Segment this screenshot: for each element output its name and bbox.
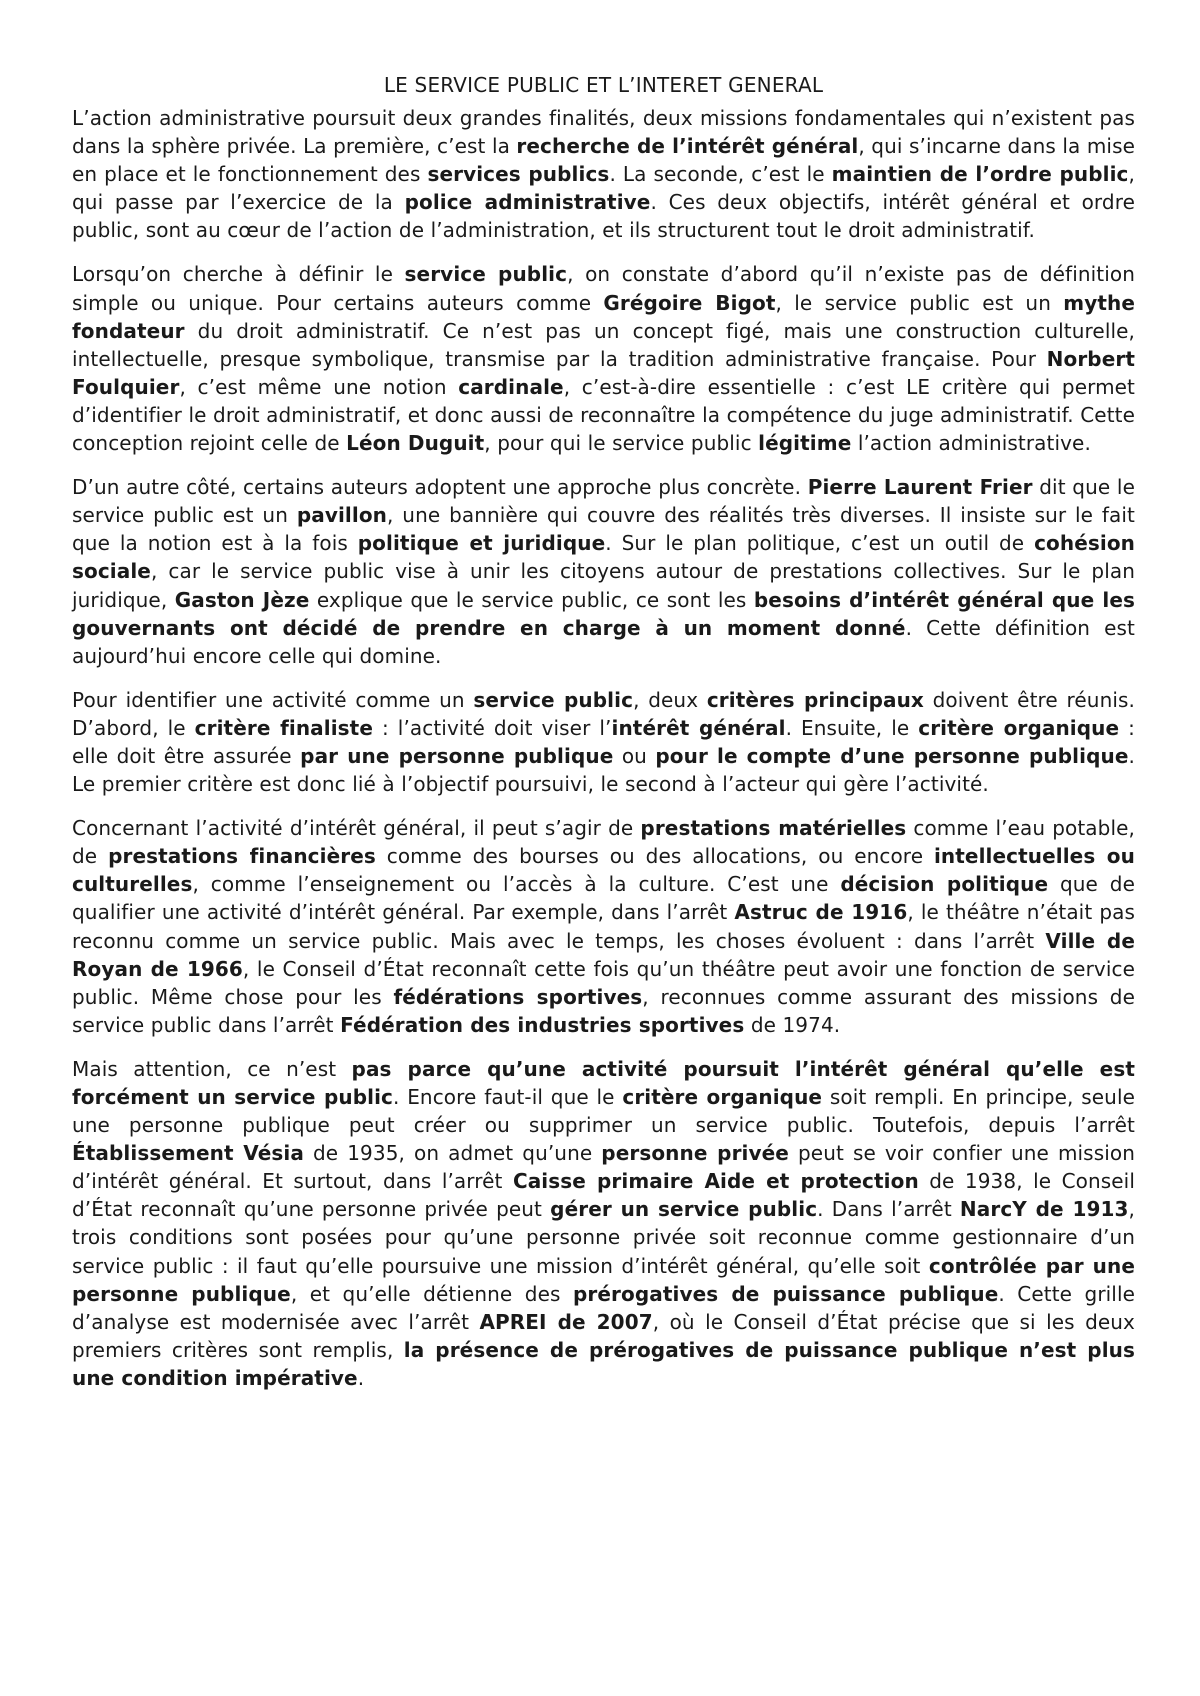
bold-text-run: prestations financières [108,844,376,869]
text-run: , reconnues comme assurant des missions de service public dans l’arrêt [72,984,1135,1037]
text-run: Mais attention, ce n’est [72,1056,352,1081]
bold-text-run: Caisse primaire Aide et protection [512,1169,919,1194]
text-run: , on constate d’abord qu’il n’existe pas de définition simple ou unique. Pour certains auteurs comme [72,262,1135,315]
text-run: soit rempli. En principe, seule une personne publique peut créer ou supprimer un service public. Toutefois, depuis l’arrêt [72,1085,1136,1138]
bold-text-run: services publics [427,162,610,187]
text-run: . Encore faut-il que le [392,1085,623,1109]
text-run: . Ces deux objectifs, intérêt général et ordre public, sont au cœur de l’action de l’administration, et ils structurent tout le droit administratif. [72,190,1135,243]
bold-text-run: Léon Duguit [346,431,485,456]
bold-text-run: intellectuelles ou culturelles [72,844,1135,897]
bold-text-run: pavillon [296,503,388,528]
paragraph [72,814,1135,1039]
text-run: dit que le service public est un [72,475,1135,528]
bold-text-run: Grégoire Bigot [603,290,776,315]
paragraph [72,473,1135,670]
text-run: : l’activité doit viser l’ [373,715,612,740]
text-run: . Ensuite, le [785,715,919,740]
text-run: L’action administrative poursuit deux grandes finalités, deux missions fondamentales qui n’existent pas dans la sphère privée. La première, c’est la [72,106,1135,159]
bold-text-run: Gaston Jèze [174,587,310,612]
bold-text-run: critère organique [622,1085,823,1109]
bold-text-run: par une personne publique [300,743,614,768]
text-run: Pour identifier une activité comme un [72,687,474,712]
bold-text-run: Ville de Royan de 1966 [72,928,1135,981]
text-run: , deux [633,687,707,712]
text-run: doivent être réunis. D’abord, le [72,687,1135,740]
bold-text-run: critères principaux [706,687,924,712]
text-run: , qui s’incarne dans la mise en place et le fonctionnement des [72,134,1136,187]
text-run: comme l’eau potable, de [72,816,1135,869]
bold-text-run: pas parce qu’une activité poursuit l’intérêt général qu’elle est forcément un service public [72,1056,1135,1109]
text-run: . Dans l’arrêt [817,1197,960,1222]
text-run: , trois conditions sont posées pour qu’une personne privée soit reconnue comme gestionnaire d’un service public : il faut qu’elle poursuive une mission d’intérêt général, qu’elle soit [72,1197,1135,1278]
text-run: . Sur le plan politique, c’est un outil de [605,531,1035,556]
text-run: , le théâtre n’était pas reconnu comme un service public. Mais avec le temps, les choses évoluent : dans l’arrêt [72,900,1135,953]
bold-text-run: critère organique [918,715,1120,740]
bold-text-run: prestations matérielles [640,816,907,841]
bold-text-run: Astruc de 1916 [734,900,908,925]
paragraph [72,1055,1135,1392]
document-title: LE SERVICE PUBLIC ET L’INTERET GENERAL [383,73,824,97]
bold-text-run: service public [404,262,568,287]
bold-text-run: maintien de l’ordre public [831,162,1129,187]
text-run: peut se voir confier une mission d’intérêt général. Et surtout, dans l’arrêt [72,1141,1135,1194]
bold-text-run: contrôlée par une personne publique [72,1253,1136,1306]
bold-text-run: Fédération des industries sportives [340,1012,745,1037]
bold-text-run: cohésion sociale [72,531,1135,584]
text-run: Lorsqu’on cherche à définir le [72,262,405,287]
text-run: , où le Conseil d’État précise que si les deux premiers critères sont remplis, [72,1309,1135,1362]
bold-text-run: politique et juridique [357,531,606,556]
text-run: , car le service public vise à unir les citoyens autour de prestations collectives. Sur le plan juridique, [72,559,1135,612]
bold-text-run: critère finaliste [194,715,374,740]
text-run: du droit administratif. Ce n’est pas un concept figé, mais une construction culturelle, intellectuelle, presque symbolique, transmise par la tradition administrative française. Pour [72,318,1135,371]
bold-text-run: mythe fondateur [72,290,1135,343]
bold-text-run: pour le compte d’une personne publique [655,743,1129,768]
bold-text-run: APREI de 2007 [479,1309,653,1334]
bold-text-run: personne privée [601,1141,789,1166]
bold-text-run: fédérations sportives [393,984,643,1009]
bold-text-run: la présence de prérogatives de puissance publique n’est plus une condition impérative [72,1337,1135,1390]
text-run: . [357,1365,365,1390]
bold-text-run: prérogatives de puissance publique [573,1281,999,1306]
text-run: , une bannière qui couvre des réalités très diverses. Il insiste sur le fait que la notion est à la fois [72,503,1135,556]
text-run: . La seconde, c’est le [609,162,832,187]
bold-text-run: cardinale [458,374,564,399]
bold-text-run: Pierre Laurent Frier [807,475,1033,500]
text-run: , pour qui le service public [484,431,759,456]
bold-text-run: recherche de l’intérêt général [516,134,859,159]
bold-text-run: Norbert Foulquier [72,346,1135,399]
text-run: , c’est-à-dire essentielle : c’est LE critère qui permet d’identifier le droit administratif, et donc aussi de reconnaître la compétence du juge administratif. Cette conception rejoint celle de [72,374,1136,456]
text-run: . Cette définition est aujourd’hui encore celle qui domine. [72,615,1135,668]
text-run: l’action administrative. [851,431,1091,456]
text-run: , qui passe par l’exercice de la [72,162,1135,215]
bold-text-run: police administrative [404,190,651,215]
text-run: explique que le service public, ce sont les [309,587,754,612]
bold-text-run: légitime [758,431,852,456]
text-run: ou [613,743,656,768]
bold-text-run: service public [473,687,634,712]
text-run: de 1974. [744,1012,841,1037]
bold-text-run: Établissement Vésia [72,1141,304,1166]
text-run: de 1935, on admet qu’une [303,1141,602,1166]
text-run: , le service public est un [775,290,1064,315]
text-run: que de qualifier une activité d’intérêt général. Par exemple, dans l’arrêt [72,872,1136,925]
bold-text-run: besoins d’intérêt général que les gouvernants ont décidé de prendre en charge à un moment donné [72,587,1135,640]
text-run: , le Conseil d’État reconnaît cette fois qu’un théâtre peut avoir une fonction de service public. Même chose pour les [72,956,1136,1009]
document-body [72,104,1135,1392]
text-run: comme des bourses ou des allocations, ou encore [375,844,934,869]
bold-text-run: gérer un service public [550,1197,818,1222]
text-run: : elle doit être assurée [72,715,1135,768]
text-run: , c’est même une notion [179,374,459,399]
text-run: . Cette grille d’analyse est modernisée avec l’arrêt [72,1281,1136,1334]
paragraph [72,104,1135,244]
bold-text-run: intérêt général [611,715,786,740]
text-run: D’un autre côté, certains auteurs adoptent une approche plus concrète. [72,475,808,500]
paragraph [72,260,1135,457]
text-run: , comme l’enseignement ou l’accès à la culture. C’est une [192,872,841,897]
text-run: . Le premier critère est donc lié à l’objectif poursuivi, le second à l’acteur qui gère l’activité. [72,743,1135,797]
text-run: de 1938, le Conseil d’État reconnaît qu’une personne privée peut [72,1169,1135,1222]
bold-text-run: décision politique [840,872,1049,897]
text-run: , et qu’elle détienne des [290,1281,573,1306]
bold-text-run: NarcY de 1913 [959,1197,1129,1222]
text-run: Concernant l’activité d’intérêt général, il peut s’agir de [72,816,641,841]
paragraph [72,686,1135,798]
document-page [72,70,1135,1408]
